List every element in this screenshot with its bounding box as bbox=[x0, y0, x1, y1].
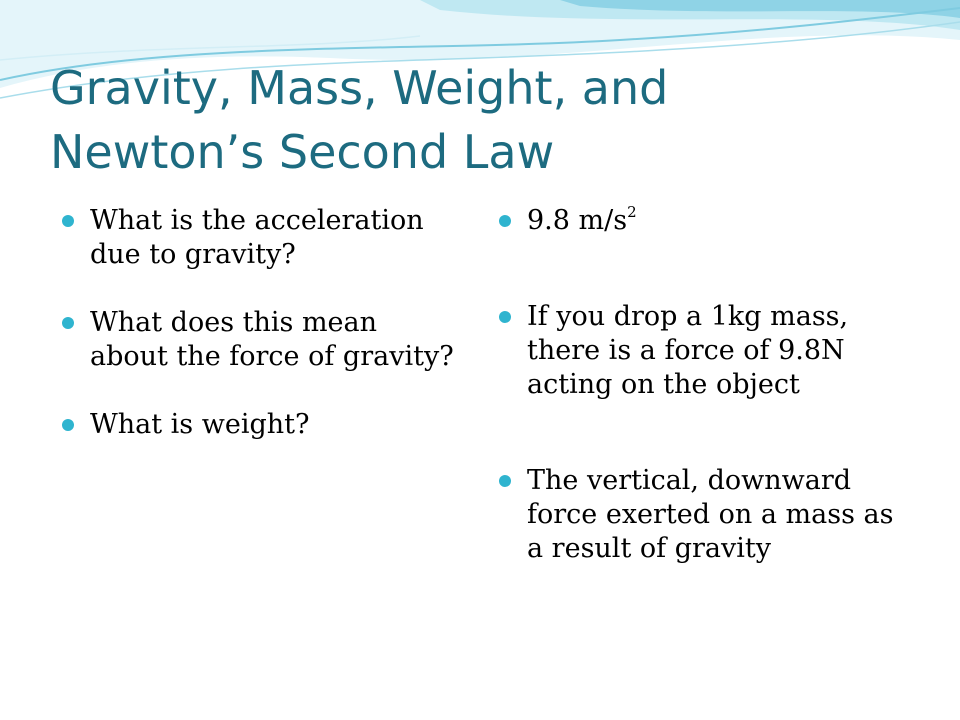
bullet-dot bbox=[62, 419, 74, 431]
bullet-dot bbox=[499, 215, 511, 227]
answer-item bbox=[499, 464, 899, 566]
bullet-dot bbox=[62, 215, 74, 227]
answer-item bbox=[499, 204, 899, 238]
answer-text: The vertical, downward force exerted on a mass as a result of gravity bbox=[527, 465, 894, 564]
answer-item bbox=[499, 300, 899, 402]
slide-title-line1: Gravity, Mass, Weight, and bbox=[50, 61, 669, 115]
answer-exponent: 2 bbox=[627, 203, 637, 221]
answer-text: If you drop a 1kg mass, there is a force of 9.8N acting on the object bbox=[527, 301, 849, 400]
question-item bbox=[62, 408, 462, 442]
answer-value: 9.8 m/s bbox=[527, 205, 628, 236]
bullet-dot bbox=[499, 475, 511, 487]
answers-list bbox=[499, 204, 899, 566]
question-text: What is weight? bbox=[90, 409, 310, 440]
bullet-dot bbox=[62, 317, 74, 329]
slide-title-line2: Newton’s Second Law bbox=[50, 125, 555, 179]
questions-list bbox=[62, 204, 462, 442]
question-text: What is the acceleration due to gravity? bbox=[90, 205, 424, 270]
question-text: What does this mean about the force of gravity? bbox=[90, 307, 454, 372]
question-item bbox=[62, 204, 462, 272]
question-item bbox=[62, 306, 462, 374]
bullet-dot bbox=[499, 311, 511, 323]
slide-title bbox=[50, 56, 910, 184]
